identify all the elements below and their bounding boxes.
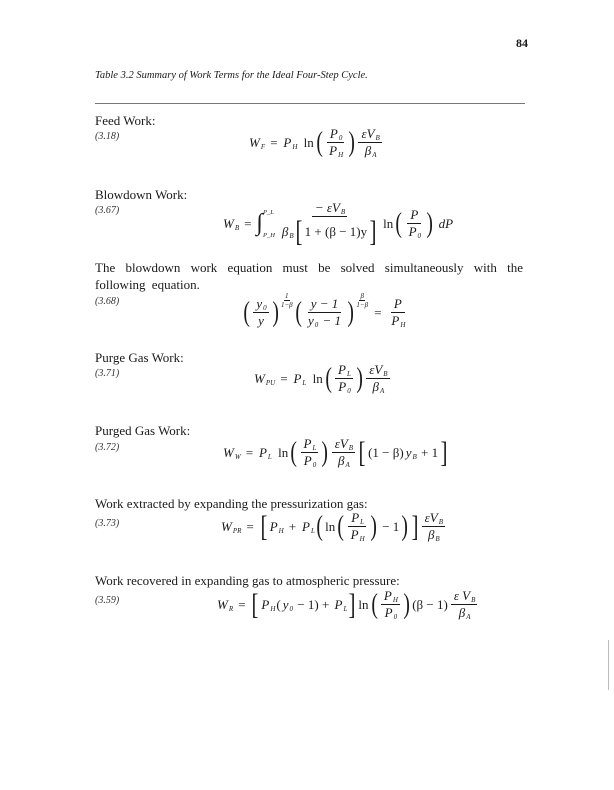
exponent-fraction bbox=[356, 292, 368, 309]
math-operator: ln bbox=[303, 134, 314, 150]
subscript: B bbox=[234, 223, 240, 232]
math-symbol: = bbox=[240, 215, 256, 231]
math-symbol: εV bbox=[361, 126, 375, 141]
eq-number: (3.71) bbox=[95, 368, 120, 379]
fraction bbox=[406, 207, 423, 240]
math-operator: − 1) + bbox=[294, 596, 333, 612]
math-symbol: P bbox=[269, 518, 278, 534]
parenthesis: ) bbox=[348, 126, 356, 158]
math-symbol: P bbox=[408, 224, 417, 239]
subscript: PR bbox=[232, 526, 242, 535]
numerator bbox=[308, 296, 342, 313]
math-symbol: − 1 bbox=[319, 313, 342, 328]
subscript: B bbox=[435, 535, 440, 543]
subscript: 0 bbox=[347, 387, 351, 395]
integral-sign: ∫ bbox=[256, 210, 263, 236]
math-symbol: y bbox=[307, 313, 314, 328]
parenthesis: ( bbox=[290, 436, 298, 468]
parenthesis: ) bbox=[403, 588, 410, 620]
math-symbol: P bbox=[383, 588, 392, 603]
parenthesis: ( bbox=[395, 207, 403, 239]
eq-number: (3.72) bbox=[95, 442, 120, 453]
math-symbol: y bbox=[405, 444, 412, 460]
parenthesis: ) bbox=[401, 510, 409, 542]
subscript: L bbox=[360, 518, 365, 526]
subscript: 0 bbox=[338, 134, 343, 142]
subscript: 0 bbox=[314, 321, 319, 329]
parenthesis: ( bbox=[316, 510, 323, 542]
denominator: 1−β bbox=[356, 301, 369, 309]
denominator bbox=[406, 224, 423, 240]
subscript: H bbox=[359, 535, 365, 543]
denominator bbox=[335, 379, 352, 395]
numerator: 1 bbox=[285, 292, 289, 300]
caption-rule bbox=[95, 103, 525, 104]
numerator bbox=[422, 510, 445, 527]
math-symbol: W bbox=[249, 134, 260, 150]
parenthesis: ( bbox=[325, 362, 332, 394]
math-symbol: P bbox=[303, 436, 312, 451]
parenthesis: ) bbox=[347, 296, 354, 328]
parenthesis: ) bbox=[426, 207, 433, 239]
math-symbol: P bbox=[410, 207, 419, 222]
parenthesis: ( bbox=[337, 510, 345, 542]
subscript: B bbox=[348, 444, 354, 452]
math-operator: ln bbox=[325, 518, 336, 534]
numerator bbox=[301, 436, 319, 453]
numerator bbox=[253, 296, 268, 313]
numerator bbox=[348, 510, 366, 527]
math-symbol: dP bbox=[435, 215, 454, 231]
math-symbol: P bbox=[351, 510, 360, 525]
denominator bbox=[279, 217, 380, 247]
subscript: L bbox=[312, 444, 317, 452]
parenthesis: ( bbox=[370, 588, 378, 620]
purged-gas-work-label: Purged Gas Work: bbox=[95, 423, 191, 438]
subscript: H bbox=[270, 604, 276, 613]
math-operator: 1 + (β − 1)y bbox=[304, 224, 368, 239]
subscript: H bbox=[392, 596, 398, 604]
bracket: ] bbox=[440, 435, 448, 469]
math-symbol: + bbox=[284, 518, 300, 534]
math-symbol: εV bbox=[369, 362, 383, 377]
parenthesis: ( bbox=[316, 126, 323, 158]
subscript: H bbox=[292, 142, 298, 151]
equation-pressurization-work bbox=[220, 510, 447, 543]
math-symbol: P bbox=[338, 362, 346, 377]
subscript: L bbox=[310, 526, 315, 535]
denominator bbox=[326, 143, 345, 159]
subscript: B bbox=[375, 134, 380, 142]
math-symbol: y − 1 bbox=[310, 296, 339, 311]
fraction bbox=[381, 588, 400, 621]
math-symbol: P bbox=[283, 134, 292, 150]
math-symbol: y bbox=[256, 296, 263, 311]
math-operator: ( bbox=[276, 596, 281, 612]
numerator: β bbox=[360, 292, 364, 300]
math-symbol: β bbox=[364, 143, 372, 158]
bracket: [ bbox=[260, 509, 268, 543]
math-symbol: P bbox=[329, 143, 338, 158]
math-operator: + 1 bbox=[417, 444, 439, 460]
eq-number: (3.67) bbox=[95, 205, 120, 216]
denominator bbox=[362, 143, 379, 159]
integral-upper-limit: P_L bbox=[262, 208, 274, 216]
fraction bbox=[451, 588, 478, 621]
subscript: B bbox=[438, 518, 443, 526]
eq-number: (3.68) bbox=[95, 296, 120, 307]
pressurization-work-label: Work extracted by expanding the pressurization gas: bbox=[95, 496, 368, 511]
math-operator: ln bbox=[358, 596, 369, 612]
parenthesis: ) bbox=[370, 510, 377, 542]
fraction bbox=[253, 296, 268, 329]
subscript: PU bbox=[265, 378, 276, 387]
fraction bbox=[366, 362, 389, 395]
equation-purge-gas-work bbox=[253, 362, 392, 395]
math-symbol: = bbox=[276, 370, 292, 386]
math-symbol: W bbox=[217, 596, 228, 612]
math-symbol: W bbox=[254, 370, 265, 386]
subscript: B bbox=[383, 370, 388, 378]
denominator bbox=[388, 313, 407, 329]
bracket: ] bbox=[348, 587, 356, 621]
subscript: A bbox=[466, 613, 471, 621]
denominator bbox=[301, 453, 318, 469]
scan-edge-mark bbox=[608, 640, 609, 690]
math-symbol: P bbox=[338, 379, 347, 394]
bracket: [ bbox=[251, 587, 259, 621]
math-operator: − 1 bbox=[378, 518, 400, 534]
purge-gas-work-label: Purge Gas Work: bbox=[95, 350, 184, 365]
math-operator: (β − 1) bbox=[412, 596, 448, 612]
math-symbol: y bbox=[282, 596, 289, 612]
math-symbol: = bbox=[370, 304, 386, 320]
numerator bbox=[358, 126, 381, 143]
denominator bbox=[425, 527, 442, 543]
numerator bbox=[335, 362, 353, 379]
numerator bbox=[391, 296, 405, 313]
subscript: B bbox=[340, 208, 346, 216]
math-symbol: ε V bbox=[453, 588, 471, 603]
math-operator: ln bbox=[278, 444, 289, 460]
math-symbol: P bbox=[258, 444, 267, 460]
math-symbol: P bbox=[301, 518, 310, 534]
math-symbol: P bbox=[393, 296, 402, 311]
subscript: W bbox=[234, 452, 241, 461]
math-symbol: β bbox=[338, 453, 345, 468]
fraction bbox=[326, 126, 345, 159]
subscript: L bbox=[267, 452, 272, 461]
fraction bbox=[358, 126, 381, 159]
fraction bbox=[388, 296, 407, 329]
math-symbol: W bbox=[223, 215, 234, 231]
subscript: 0 bbox=[263, 304, 267, 312]
exponent-fraction bbox=[281, 292, 293, 309]
math-symbol: W bbox=[223, 444, 234, 460]
fraction bbox=[301, 436, 319, 469]
math-symbol: = bbox=[241, 444, 257, 460]
denominator bbox=[456, 605, 473, 621]
denominator: 1−β bbox=[280, 301, 293, 309]
numerator bbox=[451, 588, 478, 605]
blowdown-note: The blowdown work equation must be solved simultaneously with the following equation. bbox=[95, 260, 523, 292]
fraction bbox=[279, 200, 380, 247]
subscript: B bbox=[412, 452, 417, 461]
subscript: 0 bbox=[393, 613, 398, 621]
parenthesis: ( bbox=[243, 296, 250, 328]
math-symbol: P bbox=[261, 596, 270, 612]
math-symbol: − εV bbox=[314, 200, 340, 215]
fraction bbox=[305, 296, 344, 329]
math-symbol: εV bbox=[424, 510, 438, 525]
numerator bbox=[312, 200, 347, 217]
math-symbol: y bbox=[258, 313, 264, 328]
bracket: ] bbox=[369, 215, 377, 248]
numerator bbox=[327, 126, 344, 143]
math-symbol: = bbox=[234, 596, 250, 612]
numerator bbox=[407, 207, 421, 224]
parenthesis: ( bbox=[295, 296, 302, 328]
subscript: H bbox=[400, 321, 406, 329]
math-symbol: β bbox=[458, 605, 466, 620]
subscript: R bbox=[228, 604, 234, 613]
subscript: H bbox=[278, 526, 284, 535]
subscript: L bbox=[346, 370, 351, 378]
subscript: A bbox=[380, 387, 385, 395]
denominator bbox=[370, 379, 387, 395]
math-symbol: β bbox=[427, 527, 435, 542]
subscript: L bbox=[343, 604, 348, 613]
fraction bbox=[332, 436, 355, 469]
numerator bbox=[366, 362, 389, 379]
numerator bbox=[332, 436, 355, 453]
parenthesis: ) bbox=[272, 296, 279, 328]
math-symbol: P bbox=[384, 605, 393, 620]
math-operator: (1 − β) bbox=[368, 444, 404, 460]
bracket: ] bbox=[411, 509, 419, 543]
subscript: 0 bbox=[312, 461, 317, 469]
math-symbol: P bbox=[293, 370, 302, 386]
denominator bbox=[335, 453, 352, 469]
bracket: [ bbox=[295, 215, 303, 248]
math-symbol: β bbox=[281, 224, 289, 239]
math-symbol: P bbox=[334, 596, 343, 612]
integral-limits bbox=[263, 209, 275, 239]
subscript: 0 bbox=[289, 604, 294, 613]
math-symbol: β bbox=[372, 379, 379, 394]
math-operator: ln bbox=[312, 370, 323, 386]
math-symbol: εV bbox=[334, 436, 348, 451]
denominator bbox=[255, 313, 267, 329]
math-symbol: P bbox=[329, 126, 338, 141]
integral-lower-limit: P_H bbox=[262, 231, 275, 239]
eq-number: (3.73) bbox=[95, 518, 120, 529]
subscript: L bbox=[302, 378, 307, 387]
math-symbol: = bbox=[266, 134, 282, 150]
eq-number: (3.18) bbox=[95, 131, 120, 142]
page-number: 84 bbox=[516, 36, 528, 50]
subscript: B bbox=[289, 232, 294, 240]
denominator bbox=[382, 605, 399, 621]
denominator bbox=[348, 527, 367, 543]
bracket: [ bbox=[358, 435, 366, 469]
table-caption: Table 3.2 Summary of Work Terms for the Ideal Four-Step Cycle. bbox=[95, 70, 368, 81]
equation-purged-gas-work bbox=[222, 436, 449, 469]
numerator bbox=[381, 588, 400, 605]
parenthesis: ) bbox=[356, 362, 363, 394]
math-symbol: P bbox=[350, 527, 359, 542]
math-operator: ln bbox=[383, 215, 394, 231]
equation-blowdown-work bbox=[222, 200, 454, 247]
equation-blowdown-constraint bbox=[242, 292, 409, 329]
subscript: B bbox=[471, 596, 476, 604]
fraction bbox=[422, 510, 445, 543]
subscript: A bbox=[345, 461, 350, 469]
fraction bbox=[335, 362, 353, 395]
subscript: 0 bbox=[417, 232, 422, 240]
recovered-work-label: Work recovered in expanding gas to atmospheric pressure: bbox=[95, 573, 400, 588]
parenthesis: ) bbox=[321, 436, 329, 468]
math-symbol: P bbox=[391, 313, 400, 328]
math-symbol: = bbox=[242, 518, 258, 534]
subscript: A bbox=[372, 151, 377, 159]
subscript: F bbox=[260, 142, 266, 151]
fraction bbox=[348, 510, 367, 543]
math-symbol: W bbox=[221, 518, 232, 534]
equation-recovered-work bbox=[216, 588, 479, 621]
eq-number: (3.59) bbox=[95, 595, 120, 606]
subscript: H bbox=[338, 151, 344, 159]
feed-work-label: Feed Work: bbox=[95, 113, 156, 128]
equation-feed-work bbox=[248, 126, 384, 159]
math-symbol: P bbox=[303, 453, 312, 468]
denominator bbox=[305, 313, 344, 329]
blowdown-work-label: Blowdown Work: bbox=[95, 187, 188, 202]
